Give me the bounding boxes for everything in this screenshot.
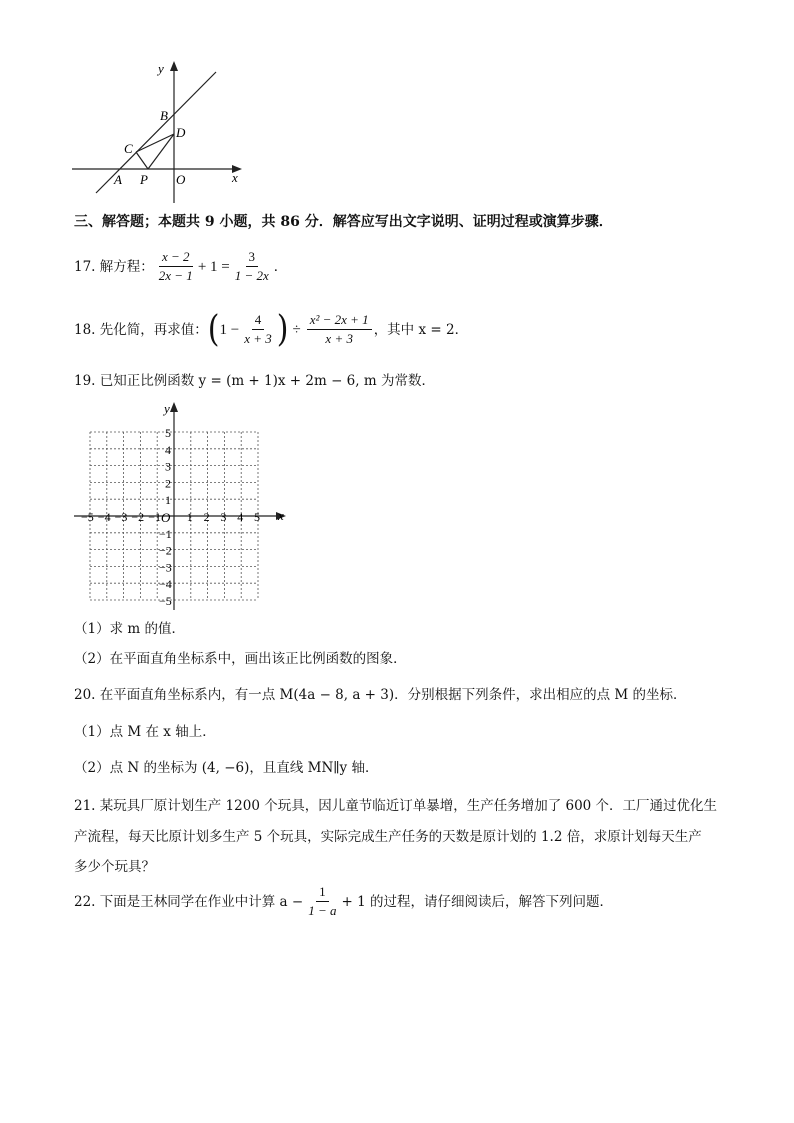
q18-f2-numerator: x² − 2x + 1 [307, 311, 372, 330]
q20-stem: 20. 在平面直角坐标系内，有一点 M(4a − 8, a + 3)．分别根据下列条件，求出相应的点 M 的坐标． [74, 687, 687, 703]
fig-label-y: y [158, 61, 164, 76]
q18-fraction-1 [241, 311, 275, 348]
y-tick-label: −1 [159, 526, 172, 541]
y-tick-label: −5 [159, 594, 172, 608]
y-tick-label: 1 [165, 493, 171, 508]
q17-rhs-fraction [232, 248, 272, 285]
q22-tail: + 1 的过程，请仔细阅读后，解答下列问题． [341, 893, 613, 910]
fig-label-O: O [176, 172, 186, 187]
fig-label-x: x [232, 170, 238, 185]
q22-fraction [305, 883, 339, 920]
y-tick-label: −2 [159, 543, 172, 558]
q17-prefix: 17. 解方程： [74, 258, 154, 275]
q17-lhs-numerator: x − 2 [159, 248, 193, 267]
q17-lhs-denominator: 2x − 1 [158, 268, 193, 283]
section-heading: 三、解答题；本题共 9 小题，共 86 分．解答应写出文字说明、证明过程或演算步骤． [74, 214, 613, 230]
grid-x-axis-label: x [278, 508, 284, 523]
y-tick-label: −4 [159, 577, 172, 592]
x-tick-label: 5 [254, 510, 260, 524]
x-tick-label: −3 [114, 510, 128, 524]
q19-part2: （2）在平面直角坐标系中，画出该正比例函数的图象． [74, 651, 407, 667]
q17-rhs-numerator: 3 [246, 248, 259, 267]
grid-origin-label: O [161, 510, 171, 525]
fig-label-C: C [124, 141, 133, 156]
q22-prefix: 22. 下面是王林同学在作业中计算 a − [74, 893, 304, 910]
q19-stem: 19. 已知正比例函数 y = (m + 1)x + 2m − 6, m 为常数． [74, 373, 435, 389]
x-tick-label: −2 [131, 510, 145, 524]
q18-f2-denominator: x + 3 [325, 331, 353, 346]
q21-line3: 多少个玩具？ [74, 859, 155, 875]
q22-denominator: 1 − a [308, 903, 337, 918]
q18-one-minus: 1 − [219, 321, 240, 338]
fig-label-P: P [140, 172, 148, 187]
q20-part1: （1）点 M 在 x 轴上． [74, 724, 216, 740]
question-17 [74, 248, 287, 285]
q19-part1: （1）求 m 的值． [74, 621, 185, 637]
q17-lhs-fraction [156, 248, 196, 285]
fig-label-B: B [160, 108, 168, 123]
y-tick-label: 5 [165, 426, 171, 440]
q18-left-paren: ( [207, 307, 220, 350]
x-tick-label: −1 [148, 510, 161, 524]
x-tick-label: 1 [186, 510, 193, 524]
q18-f1-denominator: x + 3 [244, 331, 272, 346]
q18-f1-numerator: 4 [252, 311, 265, 330]
q20-part2: （2）点 N 的坐标为 (4, −6)，且直线 MN∥y 轴． [74, 760, 379, 776]
q18-prefix: 18. 先化简，再求值： [74, 321, 208, 338]
y-tick-label: 4 [165, 442, 171, 457]
y-tick-label: −3 [159, 560, 172, 575]
question-18 [74, 307, 469, 350]
q17-plus-one: + 1 = [197, 258, 230, 275]
y-tick-label: 3 [165, 459, 171, 474]
coordinate-grid [70, 398, 295, 616]
q17-rhs-denominator: 1 − 2x [234, 268, 269, 283]
fig-label-D: D [176, 125, 186, 140]
x-tick-label: 2 [203, 510, 210, 524]
q18-fraction-2 [307, 311, 372, 348]
question-22 [74, 883, 613, 920]
fig-label-A: A [114, 172, 122, 187]
x-tick-label: 4 [237, 510, 244, 524]
q18-divide: ÷ [292, 321, 301, 338]
q21-line2: 产流程，每天比原计划多生产 5 个玩具，实际完成生产任务的天数是原计划的 1.2 倍，求原计划每天生产 [74, 829, 702, 845]
geometry-figure [66, 58, 256, 208]
q17-suffix: ． [273, 258, 288, 275]
q18-right-paren: ) [276, 307, 289, 350]
y-tick-label: 2 [165, 476, 171, 491]
q21-line1: 21. 某玩具厂原计划生产 1200 个玩具，因儿童节临近订单暴增，生产任务增加了 600 个．工厂通过优化生 [74, 798, 718, 814]
grid-y-axis-label: y [164, 401, 170, 416]
x-tick-label: −4 [97, 510, 111, 524]
q18-tail: ，其中 x = 2． [373, 321, 469, 338]
q22-numerator: 1 [316, 883, 329, 902]
x-tick-label: 3 [220, 510, 227, 524]
x-tick-label: −5 [81, 510, 94, 524]
